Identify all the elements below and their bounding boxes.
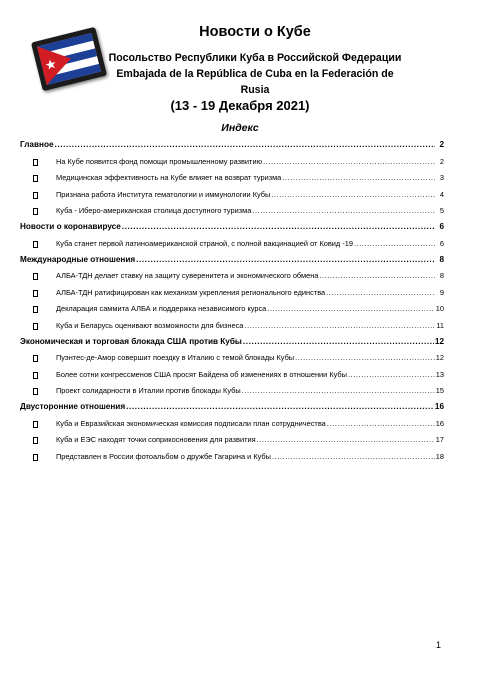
toc-page-number: 13 [435,369,444,379]
toc-page-number: 6 [439,238,444,248]
toc-item-label: АЛБА-ТДН ратифицирован как механизм укрепления регионального единства [56,287,326,297]
bullet-box-icon [33,175,38,182]
bullet-box-icon [33,388,38,395]
bullet-box-icon [33,454,38,461]
toc-page-number: 4 [439,189,444,199]
bullet-box-icon [33,208,38,215]
toc-leader-dots [263,157,435,167]
toc-leader-dots [326,288,435,298]
date-range: (13 - 19 Декабря 2021) [170,98,310,113]
toc-leader-dots [126,402,434,412]
toc-leader-dots [242,386,435,396]
table-of-contents [20,134,444,462]
cuba-flag-icon [37,33,101,85]
toc-item[interactable] [20,265,444,282]
toc-item[interactable] [20,363,444,380]
toc-item-label: Куба - Иберо-американская столица доступного туризма [56,206,252,215]
toc-item[interactable] [20,298,444,315]
toc-page-number: 8 [439,254,444,264]
toc-item-label: Проект солидарности в Италии против блокады Кубы [56,386,241,395]
organization-name-es: Embajada de la República de Cuba en la Federación de Rusia [116,68,394,96]
bullet-box-icon [33,241,38,248]
toc-leader-dots [136,255,435,265]
toc-item[interactable] [20,445,444,462]
page-number: 1 [436,640,442,650]
toc-item[interactable] [20,232,444,249]
toc-page-number: 12 [435,353,444,362]
toc-leader-dots [55,140,435,150]
toc-leader-dots [354,239,435,249]
bullet-box-icon [33,355,38,362]
toc-page-number: 8 [439,271,444,280]
toc-leader-dots [272,452,435,462]
toc-page-number: 2 [439,156,444,166]
toc-item[interactable] [20,150,444,167]
toc-leader-dots [282,173,435,183]
bullet-box-icon [33,306,38,313]
bullet-box-icon [33,273,38,280]
toc-item[interactable] [20,314,444,331]
toc-leader-dots [295,353,435,363]
toc-leader-dots [327,419,435,429]
toc-item[interactable] [20,347,444,364]
toc-leader-dots [319,271,435,281]
toc-page-number: 11 [436,320,444,330]
bullet-box-icon [33,437,38,444]
toc-section-label: Международные отношения [20,254,136,264]
toc-item[interactable] [20,412,444,429]
bullet-box-icon [33,323,38,330]
toc-item[interactable] [20,281,444,298]
toc-leader-dots [267,304,434,314]
organization-name-ru: Посольство Республики Куба в Российской Федерации [108,52,402,64]
toc-item-label: Куба и Евразийская экономическая комиссия подписали план сотрудничества [56,418,326,428]
toc-item[interactable] [20,183,444,200]
toc-section-label: Новости о коронавирусе [20,222,121,231]
toc-page-number: 17 [435,435,444,444]
toc-item-label: На Кубе появится фонд помощи промышленному развитию [56,156,263,166]
organization-block [105,50,405,98]
toc-section-label: Главное [20,140,54,149]
toc-item-label: Декларация саммита АЛБА и поддержка независимого курса [56,304,267,313]
toc-page-number: 12 [434,336,444,346]
toc-page-number: 5 [439,206,444,215]
toc-leader-dots [252,206,435,216]
toc-leader-dots [244,321,435,331]
toc-item[interactable] [20,200,444,217]
toc-leader-dots [122,222,435,232]
toc-section[interactable] [20,134,444,150]
toc-item[interactable] [20,167,444,184]
toc-page-number: 6 [439,222,444,231]
bullet-box-icon [33,192,38,199]
toc-item-label: Пуэнтес-де-Амор совершит поездку в Италию с темой блокады Кубы [56,353,295,362]
toc-item-label: Куба станет первой латиноамериканской страной, с полной вакцинацией от Ковид -19 [56,238,353,248]
bullet-box-icon [33,159,38,166]
toc-section[interactable] [20,216,444,232]
toc-item-label: Более сотни конгрессменов США просят Байдена об изменениях в отношении Кубы [56,369,347,379]
toc-item-label: АЛБА-ТДН делает ставку на защиту суверенитета и экономического обмена [56,271,319,280]
toc-item-label: Представлен в России фотоальбом о дружбе Гагарина и Кубы [56,451,271,461]
toc-page-number: 16 [435,418,444,428]
toc-item-label: Медицинская эффективность на Кубе влияет на возврат туризма [56,173,282,182]
toc-item-label: Куба и Беларусь оценивают возможности для бизнеса [56,320,244,330]
toc-leader-dots [257,435,435,445]
toc-page-number: 2 [439,140,444,149]
toc-page-number: 9 [439,287,444,297]
toc-leader-dots [243,337,434,347]
toc-page-number: 15 [435,386,444,395]
toc-item-label: Признана работа Института гематологии и иммунологии Кубы [56,189,271,199]
toc-page-number: 16 [434,402,444,411]
toc-section[interactable] [20,331,444,347]
flag-logo [30,28,106,94]
toc-page-number: 18 [435,451,444,461]
toc-leader-dots [348,370,435,380]
toc-item[interactable] [20,380,444,397]
toc-item[interactable] [20,429,444,446]
bullet-box-icon [33,290,38,297]
toc-page-number: 3 [439,173,444,182]
document-title: Новости о Кубе [199,24,311,40]
toc-section-label: Экономическая и торговая блокада США против Кубы [20,336,242,346]
toc-leader-dots [271,190,435,200]
bullet-box-icon [33,372,38,379]
flag-frame [31,27,107,91]
toc-section-label: Двусторонние отношения [20,402,126,411]
toc-section[interactable] [20,249,444,265]
toc-section[interactable] [20,396,444,412]
toc-page-number: 10 [435,304,444,313]
toc-title: Индекс [221,122,259,134]
bullet-box-icon [33,421,38,428]
toc-item-label: Куба и ЕЭС находят точки соприкосновения для развития [56,435,256,444]
